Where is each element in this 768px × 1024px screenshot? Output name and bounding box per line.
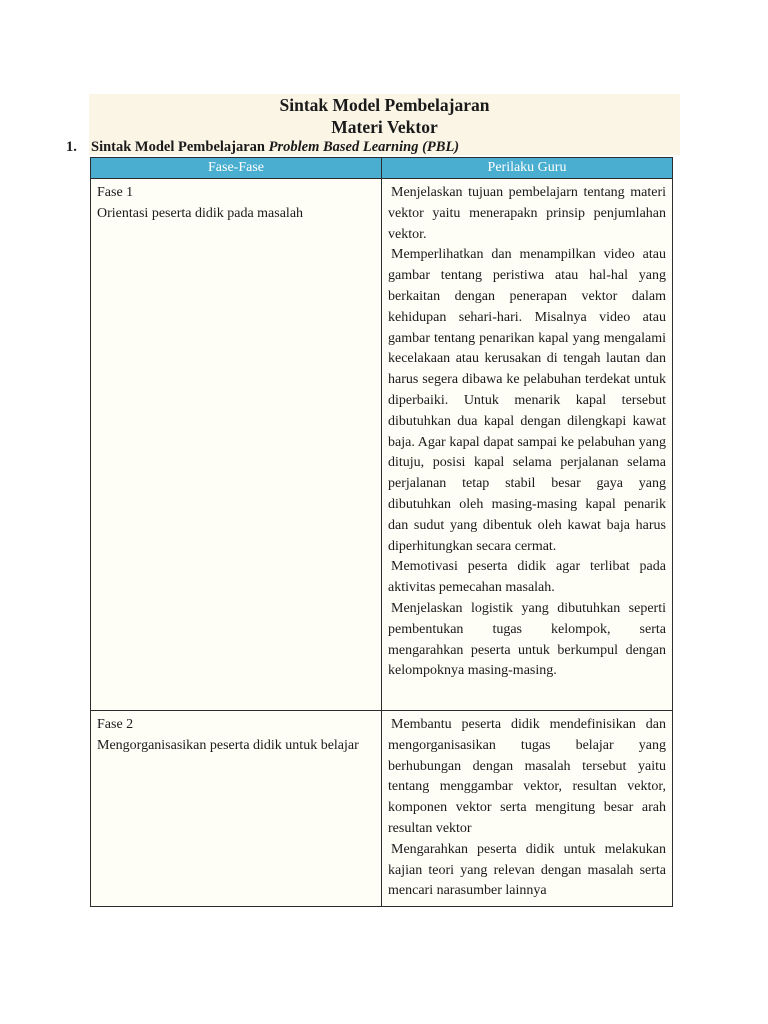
- teacher-behavior-cell: [382, 711, 673, 907]
- section-label: Sintak Model Pembelajaran: [91, 139, 265, 155]
- phase-title: Fase 1: [97, 185, 134, 200]
- phase-cell: [91, 711, 382, 907]
- teacher-behavior-item: Memotivasi peserta didik agar terlibat pada aktivitas pemecahan masalah.: [388, 559, 666, 596]
- teacher-behavior-item: Memperlihatkan dan menampilkan video atau gambar tentang peristiwa atau hal-hal yang berkaitan dengan penerapan vektor dalam kehidupan sehari-hari. Misalnya video atau gambar tentang penarikan kapal yang mengalami kecelakaan atau kerusakan di tengah lautan dan harus segera dibawa ke pelabuhan terdekat untuk diperbaiki. Untuk menarik kapal tersebut dibutuhkan dua kapal dengan dilengkapi kawat baja. Agar kapal dapat sampai ke pelabuhan yang dituju, posisi kapal selama perjalanan selama perjalanan tetap stabil besar gaya yang dibutuhkan oleh masing-masing kapal penarik dan sudut yang dibentuk oleh kawat baja harus diperhitungkan secara cermat.: [388, 247, 666, 554]
- section-label-italic: Problem Based Learning (PBL): [268, 139, 460, 155]
- page-subtitle: Materi Vektor: [331, 117, 438, 137]
- teacher-behavior-item: Mengarahkan peserta didik untuk melakukan kajian teori yang relevan dengan masalah serta mencari narasumber lainnya: [388, 841, 666, 899]
- column-header-phases: Fase-Fase: [91, 158, 382, 179]
- teacher-behavior-item: Menjelaskan tujuan pembelajarn tentang materi vektor yaitu menerapakn prinsip penjumlahan vektor.: [388, 185, 666, 242]
- column-header-teacher-behavior: Perilaku Guru: [382, 158, 673, 179]
- section-heading: [66, 138, 706, 156]
- section-number: 1.: [66, 139, 77, 155]
- phase-cell: [91, 179, 382, 711]
- table-row: [91, 179, 673, 711]
- phase-description: Orientasi peserta didik pada masalah: [97, 205, 304, 221]
- phase-title: Fase 2: [97, 717, 134, 732]
- phase-description: Mengorganisasikan peserta didik untuk belajar: [97, 737, 359, 753]
- pbl-syntax-table: [90, 157, 673, 907]
- teacher-behavior-cell: [382, 179, 673, 711]
- teacher-behavior-item: Membantu peserta didik mendefinisikan dan mengorganisasikan tugas belajar yang berhubungan dengan masalah tersebut yaitu tentang menggambar vektor, resultan vektor, komponen vektor serta mengitung besar arah resultan vektor: [388, 717, 666, 836]
- table-header-row: [91, 158, 673, 179]
- teacher-behavior-item: Menjelaskan logistik yang dibutuhkan seperti pembentukan tugas kelompok, serta mengarahkan peserta untuk berkumpul dengan kelompoknya masing-masing.: [388, 600, 666, 679]
- page-title: Sintak Model Pembelajaran: [279, 95, 490, 115]
- table-row: [91, 711, 673, 907]
